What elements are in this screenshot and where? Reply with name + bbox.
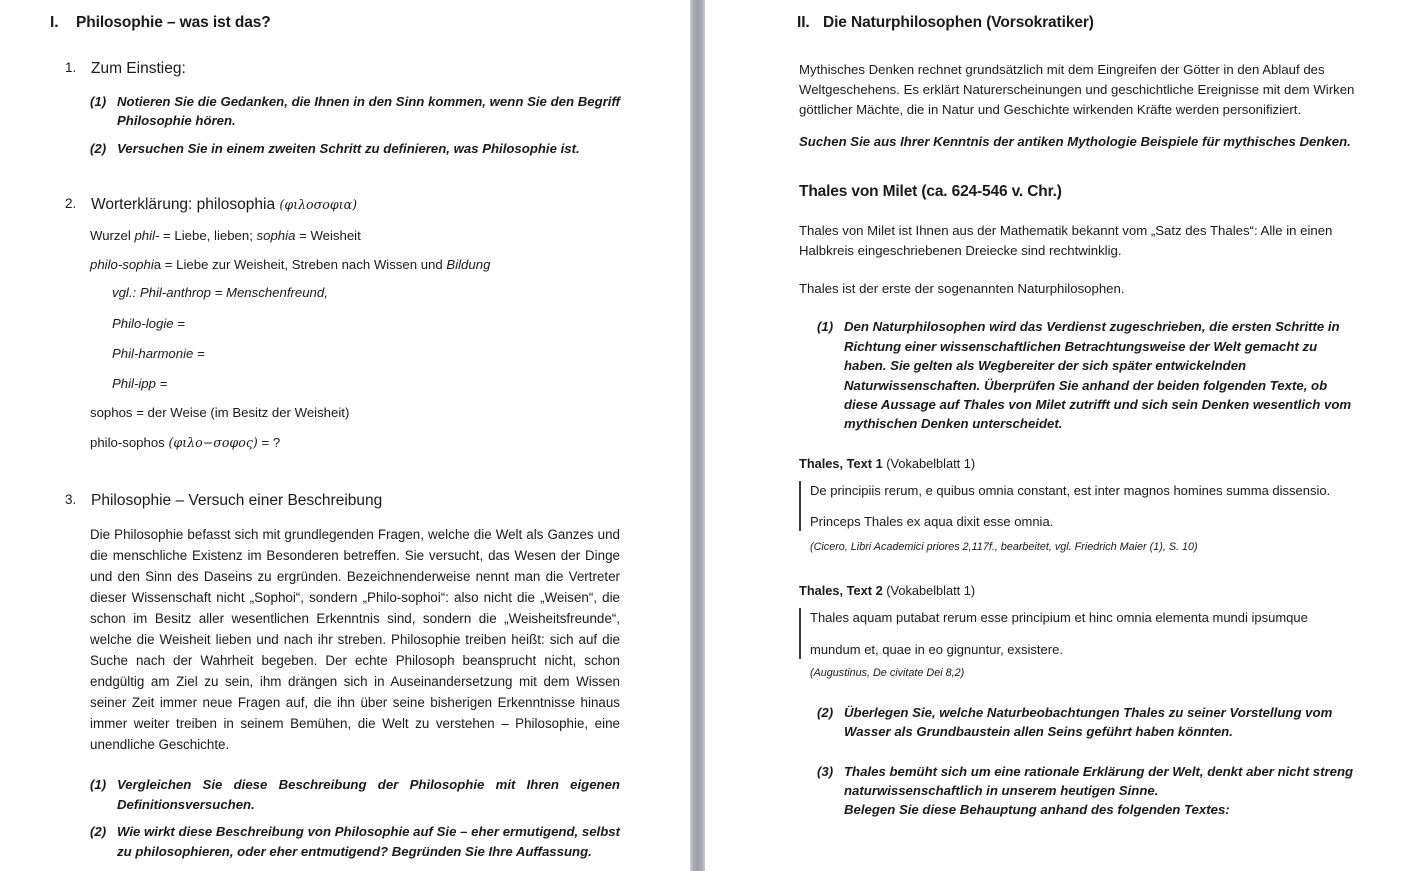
thales-task-3-line-1: Thales bemüht sich um eine rationale Erklärung der Welt, denkt aber nicht streng naturwissenschaftlich in unserem heutigen Sinne. [844,763,1354,798]
etym-line-8-greek: (φιλο−σοφος) [168,435,258,451]
text-1-citation: (Cicero, Libri Academici priores 2,117f., bearbeitet, vgl. Friedrich Maier (1), S. 10) [810,541,1198,554]
item-1-task-1-text: Notieren Sie die Gedanken, die Ihnen in den Sinn kommen, wenn Sie den Begriff Philosophie hören. [117,94,620,129]
etym-line-8-prefix: philo-sophos [90,435,169,451]
thales-task-2 [817,703,1360,742]
etym-line-6: Phil-ipp = [112,376,168,392]
section-title-ii: Die Naturphilosophen (Vorsokratiker) [823,14,1094,31]
etym-line-5: Phil-harmonie = [112,346,205,362]
text-2-line-1: Thales aquam putabat rerum esse principium et hinc omnia elementa mundi ipsumque [810,610,1308,626]
section-heading-i [50,14,620,32]
right-column [705,0,1418,871]
item-3-task-2 [90,822,620,861]
etym-line-4: Philo-logie = [112,315,185,331]
text-1-line-2: Princeps Thales ex aqua dixit esse omnia. [810,514,1054,530]
thales-task-1-marker: (1) [817,319,834,335]
item-2-title: Worterklärung: philosophia [91,196,276,214]
thales-task-1 [817,317,1360,433]
item-2-title-greek: (φιλοσοφια) [279,197,357,213]
thales-paragraph-1: Thales von Milet ist Ihnen aus der Mathematik bekannt vom „Satz des Thales“: Alle in einen Halbkreis eingeschriebenen Dreiecke sind rechtwinklig. [799,223,1333,259]
etym-line-2: philo-sophia = Liebe zur Weisheit, Streben nach Wissen und Bildung [90,256,491,272]
item-1-task-1-marker: (1) [90,94,107,109]
etym-line-8 [90,433,620,453]
section-numeral-ii: II. [797,14,810,31]
item-1-marker: 1. [65,60,77,75]
item-3-paragraph: Die Philosophie befasst sich mit grundlegenden Fragen, welche die Welt als Ganzes und die menschliche Existenz im Besonderen betreffen. Sie versucht, das Wesen der Dinge und den Sinn des Daseins zu ergründen. Bezeichnenderweise nennt man die Vertreter dieser Wissenschaft nicht „Sophoi“, sondern „Philo-sophoi“: also nicht die „Weisen“, die schon im Besitz aller wesentlichen Erkenntnis sind, sondern die „Weisheitsfreunde“, welche die Weisheit lieben und nach ihr streben. Philosophie treiben heißt: sich auf die Suche nach der Wahrheit begeben. Der echte Philosoph beansprucht nicht, schon endgültig am Ziel zu sein, ihm drängen sich in Auseinandersetzung mit dem Wissen seiner Zeit immer neue Fragen auf, die ihn über seine bisherigen Erkenntnisse hinaus immer weiter treiben in seinem Bemühen, die Welt zu verstehen – Philosophie, eine unendliche Geschichte. [90,526,620,753]
item-3 [65,492,620,510]
section-numeral-i: I. [50,14,59,31]
etym-line-7: sophos = der Weise (im Besitz der Weisheit) [90,404,350,420]
thales-task-1-text: Den Naturphilosophen wird das Verdienst zugeschrieben, die ersten Schritte in Richtung einer wissenschaftlichen Betrachtungsweise der Welt gemacht zu haben. Sie gelten als Wegbereiter der sich später entwickelnden Naturwissenschaften. Überprüfen Sie anhand der beiden folgenden Texte, ob diese Aussage auf Thales von Milet zutrifft und sich sein Denken wesentlich vom mythischen Denken unterscheidet. [844,319,1352,432]
item-1 [65,60,620,78]
text-1-label-bold: Thales, Text 1 [799,455,883,471]
text-2-citation: (Augustinus, De civitate Dei 8,2) [810,666,965,679]
text-2-line-2: mundum et, quae in eo gignuntur, exsistere. [810,641,1063,657]
thales-heading: Thales von Milet (ca. 624-546 v. Chr.) [799,183,1062,201]
text-1-line-1: De principiis rerum, e quibus omnia constant, est inter magnos homines summa dissensio. [810,482,1331,498]
item-3-task-2-marker: (2) [90,824,107,840]
text-2-label-rest: (Vokabelblatt 1) [882,583,976,599]
item-1-task-2-marker: (2) [90,140,107,156]
text-2-label [799,583,1360,598]
item-1-task-2-text: Versuchen Sie in einem zweiten Schritt zu definieren, was Philosophie ist. [117,140,580,156]
item-2 [65,196,620,214]
etymology-lines [65,226,620,454]
item-1-task-1 [90,92,620,131]
item-3-task-1-marker: (1) [90,777,107,793]
item-3-task-1-text: Vergleichen Sie diese Beschreibung der Philosophie mit Ihren eigenen Definitionsversuchen. [117,777,620,812]
item-3-title: Philosophie – Versuch einer Beschreibung [91,491,383,509]
item-3-task-1 [90,775,620,814]
item-3-marker: 3. [65,491,77,507]
etym-line-8-suffix: = ? [257,435,281,451]
thales-task-3-marker: (3) [817,763,834,779]
text-1-quote-block [799,481,1360,531]
section-title-i: Philosophie – was ist das? [76,14,271,31]
intro-paragraph: Mythisches Denken rechnet grundsätzlich mit dem Eingreifen der Götter in den Ablauf des Weltgeschehens. Es erklärt Naturerscheinungen und geschichtliche Ereignisse mit dem Wirken göttlicher Mächte, die in Natur und Geschichte wirkenden Kräfte werden personifiziert. [799,62,1355,118]
item-2-marker: 2. [65,196,77,212]
column-gutter-divider [690,0,705,871]
thales-task-2-text: Überlegen Sie, welche Naturbeobachtungen Thales zu seiner Vorstellung vom Wasser als Grundbaustein allen Seins geführt haben könnten. [844,704,1333,740]
section-heading-ii [797,14,1360,32]
thales-task-3 [817,762,1360,820]
thales-task-2-marker: (2) [817,704,834,720]
intro-task: Suchen Sie aus Ihrer Kenntnis der antiken Mythologie Beispiele für mythisches Denken. [799,134,1351,150]
item-3-task-2-text: Wie wirkt diese Beschreibung von Philosophie auf Sie – eher ermutigend, selbst zu philosophieren, oder eher entmutigend? Begründen Sie Ihre Auffassung. [117,824,620,859]
thales-paragraph-2: Thales ist der erste der sogenannten Naturphilosophen. [799,281,1125,297]
item-1-title: Zum Einstieg: [91,60,186,77]
item-1-task-2 [90,139,620,158]
text-1-label [799,456,1360,471]
text-1-label-rest: (Vokabelblatt 1) [882,455,976,471]
etym-line-3: vgl.: Phil-anthrop = Menschenfreund, [112,285,328,301]
text-2-quote-block [799,608,1360,658]
text-2-label-bold: Thales, Text 2 [799,583,883,599]
thales-task-3-line-2: Belegen Sie diese Behauptung anhand des folgenden Textes: [844,802,1230,818]
etym-line-1: Wurzel phil- = Liebe, lieben; sophia = Weisheit [90,228,361,244]
left-column [0,0,690,871]
